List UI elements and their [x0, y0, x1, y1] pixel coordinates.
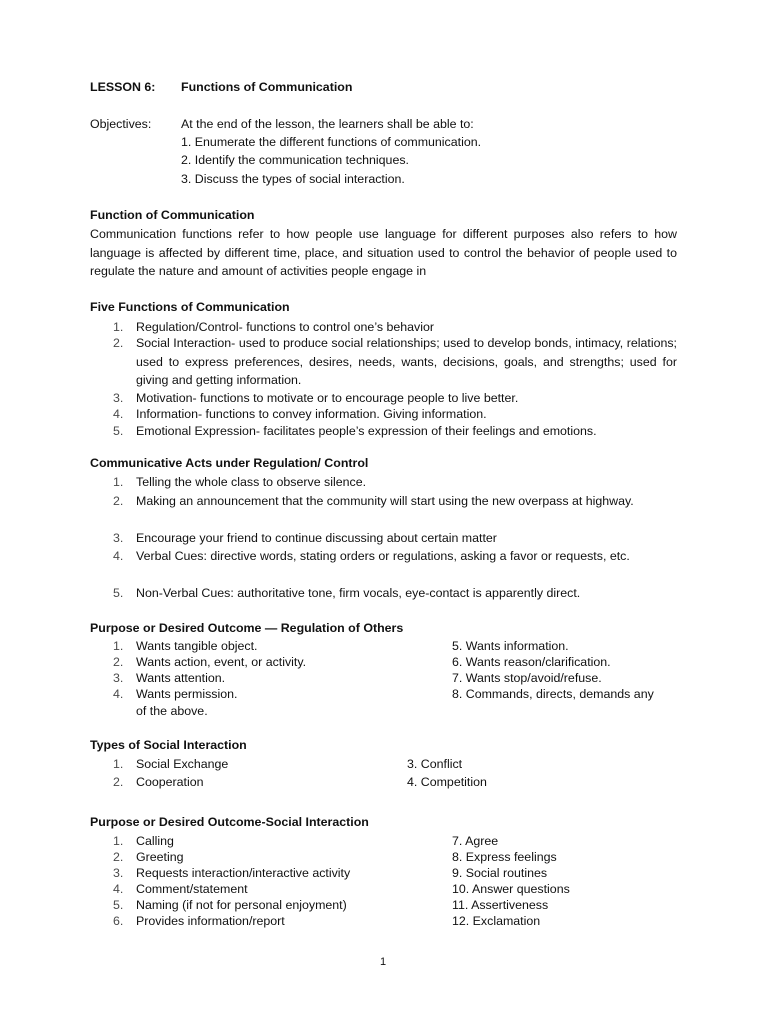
list-item: 9. Social routines: [452, 866, 548, 880]
list-item: 7. Wants stop/avoid/refuse.: [452, 671, 602, 685]
list-item: Encourage your friend to continue discussing about certain matter: [136, 531, 497, 545]
list-item: 7. Agree: [452, 834, 499, 848]
list-item: 5. Wants information.: [452, 639, 569, 653]
list-number: 5.: [113, 898, 124, 912]
list-item: Information- functions to convey information. Giving information.: [136, 407, 487, 421]
list-number: 1.: [113, 320, 124, 334]
list-number: 3.: [113, 531, 124, 545]
list-number: 4.: [113, 882, 124, 896]
list-item: 8. Commands, directs, demands any: [452, 687, 654, 701]
social-types-heading: Types of Social Interaction: [90, 738, 247, 752]
list-item: Calling: [136, 834, 174, 848]
list-item: Regulation/Control- functions to control one’s behavior: [136, 320, 435, 334]
list-number: 4.: [113, 687, 124, 701]
list-item: Wants permission.: [136, 687, 238, 701]
list-number: 4.: [113, 407, 124, 421]
list-item: 11. Assertiveness: [452, 898, 549, 912]
list-number: 3.: [113, 671, 124, 685]
list-item: 6. Wants reason/clarification.: [452, 655, 611, 669]
objectives-intro: At the end of the lesson, the learners shall be able to:: [181, 117, 474, 131]
list-number: 6.: [113, 914, 124, 928]
list-number: 2.: [113, 655, 124, 669]
list-item: Motivation- functions to motivate or to encourage people to live better.: [136, 391, 519, 405]
list-number: 2.: [113, 775, 124, 789]
list-item: Verbal Cues: directive words, stating orders or regulations, asking a favor or requests, etc.: [136, 549, 630, 563]
list-item: 10. Answer questions: [452, 882, 570, 896]
objective-item: 3. Discuss the types of social interaction.: [181, 172, 405, 186]
list-item: Requests interaction/interactive activity: [136, 866, 351, 880]
lesson-label: LESSON 6:: [90, 80, 156, 94]
function-paragraph: Communication functions refer to how people use language for different purposes also refers to how language is affected by different time, place, and situation used to control the behavior of people used to regulate the nature and amount of activities people engage in: [90, 227, 677, 278]
list-item: Comment/statement: [136, 882, 248, 896]
list-number: 3.: [113, 391, 124, 405]
list-item: Telling the whole class to observe silence.: [136, 475, 367, 489]
list-number: 1.: [113, 475, 124, 489]
list-item: Provides information/report: [136, 914, 285, 928]
list-item: Social Exchange: [136, 757, 229, 771]
list-number: 1.: [113, 757, 124, 771]
list-item: Wants action, event, or activity.: [136, 655, 307, 669]
function-heading: Function of Communication: [90, 208, 255, 222]
social-outcome-heading: Purpose or Desired Outcome-Social Interaction: [90, 815, 369, 829]
list-item: 3. Conflict: [407, 757, 463, 771]
list-item: Wants tangible object.: [136, 639, 258, 653]
list-item: 4. Competition: [407, 775, 487, 789]
five-functions-heading: Five Functions of Communication: [90, 300, 290, 314]
list-item: Non-Verbal Cues: authoritative tone, firm vocals, eye-contact is apparently direct.: [136, 586, 581, 600]
list-number: 1.: [113, 639, 124, 653]
list-number: 2.: [113, 850, 124, 864]
lesson-title: Functions of Communication: [181, 80, 353, 94]
objective-item: 1. Enumerate the different functions of communication.: [181, 135, 482, 149]
list-item: 12. Exclamation: [452, 914, 541, 928]
list-item: Cooperation: [136, 775, 204, 789]
list-item: Naming (if not for personal enjoyment): [136, 898, 347, 912]
list-number: 4.: [113, 549, 124, 563]
list-number: 5.: [113, 586, 124, 600]
communicative-acts-heading: Communicative Acts under Regulation/ Control: [90, 456, 369, 470]
list-item: Greeting: [136, 850, 184, 864]
regulation-outcome-heading: Purpose or Desired Outcome — Regulation of Others: [90, 621, 404, 635]
page-number: 1: [380, 956, 387, 968]
list-number: 5.: [113, 424, 124, 438]
objectives-label: Objectives:: [90, 117, 152, 131]
objective-item: 2. Identify the communication techniques.: [181, 153, 409, 167]
list-number: 1.: [113, 834, 124, 848]
list-item: 8. Express feelings: [452, 850, 557, 864]
list-item: Social Interaction- used to produce social relationships; used to develop bonds, intimacy, relations; used to express preferences, desires, needs, wants, decisions, goals, and strengths; used for giving and getting information.: [136, 336, 677, 387]
list-item: Emotional Expression- facilitates people’s expression of their feelings and emotions.: [136, 424, 597, 438]
list-item: Wants attention.: [136, 671, 226, 685]
list-number: 2.: [113, 494, 124, 508]
list-item-continuation: of the above.: [136, 704, 208, 718]
list-number: 2.: [113, 336, 124, 350]
list-number: 3.: [113, 866, 124, 880]
list-item: Making an announcement that the community will start using the new overpass at highway.: [136, 494, 634, 508]
